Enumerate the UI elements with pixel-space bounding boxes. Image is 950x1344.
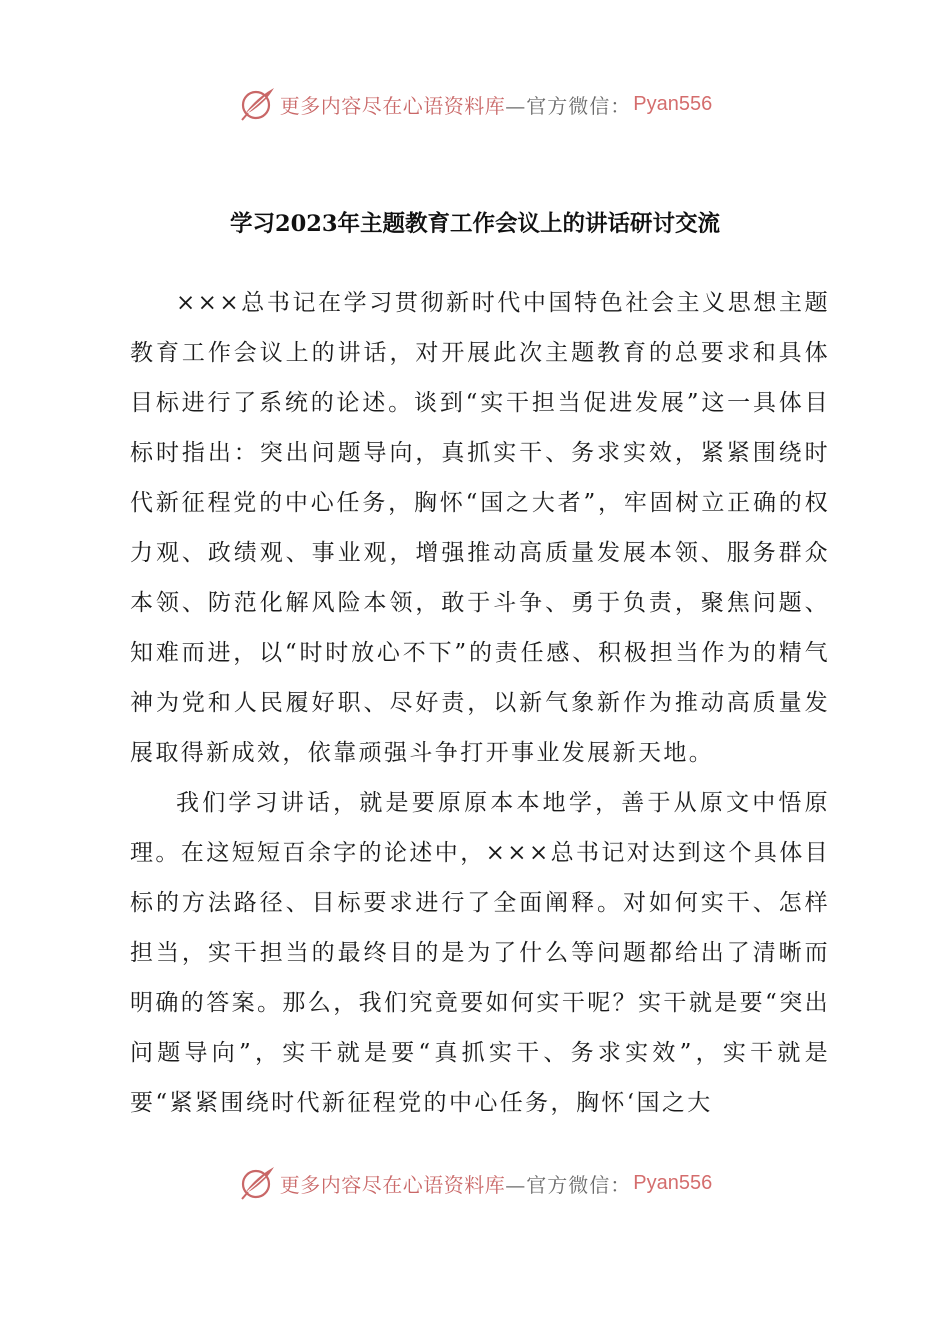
body-paragraph-2: 我们学习讲话，就是要原原本本地学，善于从原文中悟原理。在这短短百余字的论述中，×××总书记对达到这个具体目标的方法路径、目标要求进行了全面阐释。对如何实干、怎样担当，实干担当的最终目的是为了什么等问题都给出了清晰而明确的答案。那么，我们究竟要如何实干呢？实干就是要“突出问题导向”，实干就是要“真抓实干、务求实效”，实干就是要“紧紧围绕时代新征程党的中心任务，胸怀‘国之大 [130, 790, 831, 1116]
watermark-wechat-id: Pyan556 [633, 1171, 713, 1194]
quill-pen-logo-icon [238, 1163, 278, 1203]
watermark-wechat-label: —官方微信： [505, 93, 632, 118]
watermark-wechat-label: —官方微信： [505, 1172, 632, 1197]
watermark-brand-text: 更多内容尽在心语资料库 [279, 1172, 506, 1197]
document-body [130, 278, 830, 1128]
body-paragraph-1: ×××总书记在学习贯彻新时代中国特色社会主义思想主题教育工作会议上的讲话，对开展此次主题教育的总要求和具体目标进行了系统的论述。谈到“实干担当促进发展”这一具体目标时指出：突出问题导向，真抓实干、务求实效，紧紧围绕时代新征程党的中心任务，胸怀“国之大者”，牢固树立正确的权力观、政绩观、事业观，增强推动高质量发展本领、服务群众本领、防范化解风险本领，敢于斗争、勇于负责，聚焦问题、知难而进，以“时时放心不下”的责任感、积极担当作为的精气神为党和人民履好职、尽好责，以新气象新作为推动高质量发展取得新成效，依靠顽强斗争打开事业发展新天地。 [130, 290, 830, 766]
quill-pen-logo-icon [238, 84, 278, 124]
footer-watermark [0, 1163, 950, 1203]
document-title: 学习2023年主题教育工作会议上的讲话研讨交流 [229, 211, 721, 237]
header-watermark [0, 84, 950, 124]
watermark-brand-text: 更多内容尽在心语资料库 [279, 93, 506, 118]
watermark-wechat-id: Pyan556 [633, 92, 713, 115]
